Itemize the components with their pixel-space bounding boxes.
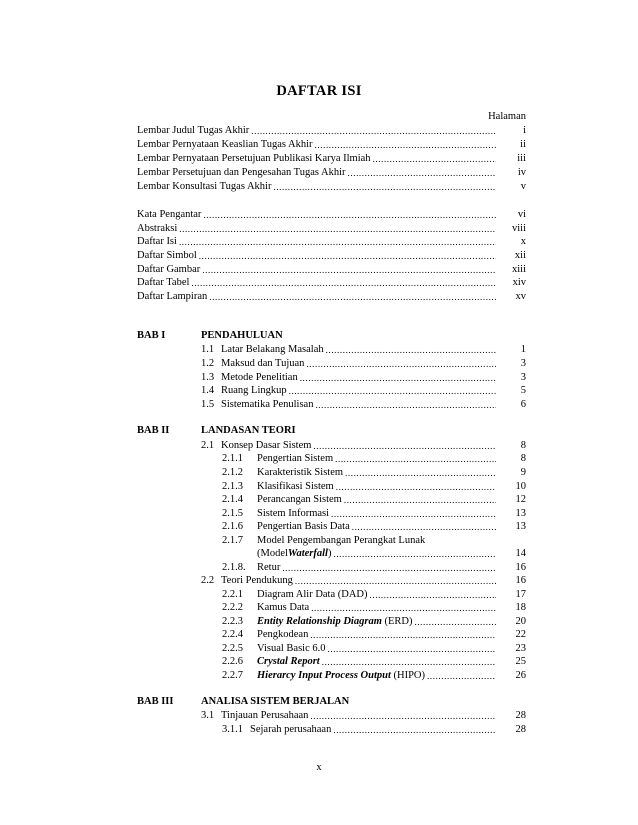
leader-dots bbox=[344, 494, 496, 506]
toc-entry[interactable]: Abstraksi ..... viii bbox=[137, 222, 526, 235]
toc-entry[interactable]: 2.1 Konsep Dasar Sistem ..... 8 bbox=[201, 439, 526, 452]
toc-entry[interactable]: 2.2.5 Visual Basic 6.0 ..... 23 bbox=[222, 642, 526, 655]
toc-entry[interactable]: 3.1 Tinjauan Perusahaan ..... 28 bbox=[201, 709, 526, 722]
toc-entry[interactable]: 2.1.2 Karakteristik Sistem ..... 9 bbox=[222, 466, 526, 479]
toc-entry[interactable]: Daftar Isi ..... x bbox=[137, 235, 526, 248]
leader-dots bbox=[300, 372, 496, 384]
leader-dots bbox=[322, 656, 496, 668]
toc-entry[interactable]: 2.1.5 Sistem Informasi ..... 13 bbox=[222, 507, 526, 520]
chapter-number: BAB I bbox=[137, 330, 166, 341]
toc-entry[interactable]: Lembar Persetujuan dan Pengesahan Tugas Akhir ..... iv bbox=[137, 166, 526, 179]
leader-dots bbox=[328, 643, 497, 655]
toc-entry[interactable]: 2.2 Teori Pendukung ..... 16 bbox=[201, 574, 526, 587]
leader-dots bbox=[336, 481, 496, 493]
leader-dots bbox=[331, 508, 496, 520]
leader-dots bbox=[333, 548, 496, 560]
leader-dots bbox=[373, 153, 496, 165]
toc-entry[interactable]: Kata Pengantar ..... vi bbox=[137, 208, 526, 221]
toc-entry[interactable]: 1.3 Metode Penelitian ..... 3 bbox=[201, 371, 526, 384]
leader-dots bbox=[370, 589, 496, 601]
toc-entry[interactable]: Lembar Pernyataan Persetujuan Publikasi Karya Ilmiah ..... iii bbox=[137, 152, 526, 165]
toc-entry[interactable]: Lembar Judul Tugas Akhir ..... i bbox=[137, 124, 526, 137]
leader-dots bbox=[199, 250, 496, 262]
toc-entry[interactable]: 1.2 Maksud dan Tujuan ..... 3 bbox=[201, 357, 526, 370]
leader-dots bbox=[310, 629, 496, 641]
toc-entry[interactable]: 1.4 Ruang Lingkup ..... 5 bbox=[201, 384, 526, 397]
toc-entry[interactable]: Lembar Pernyataan Keaslian Tugas Akhir ..... ii bbox=[137, 138, 526, 151]
toc-entry[interactable]: 2.2.2 Kamus Data ..... 18 bbox=[222, 601, 526, 614]
leader-dots bbox=[191, 277, 496, 289]
chapter-number: BAB III bbox=[137, 696, 174, 707]
leader-dots bbox=[333, 724, 496, 736]
toc-entry[interactable]: 1.1 Latar Belakang Masalah ..... 1 bbox=[201, 343, 526, 356]
toc-entry[interactable]: 2.2.6 Crystal Report ..... 25 bbox=[222, 655, 526, 668]
leader-dots bbox=[282, 562, 496, 574]
leader-dots bbox=[306, 358, 496, 370]
chapter-title: PENDAHULUAN bbox=[201, 330, 283, 341]
leader-dots bbox=[348, 167, 496, 179]
leader-dots bbox=[203, 209, 496, 221]
toc-entry[interactable]: 2.2.4 Pengkodean ..... 22 bbox=[222, 628, 526, 641]
toc-entry[interactable]: 2.1.8. Retur ..... 16 bbox=[222, 561, 526, 574]
leader-dots bbox=[251, 125, 496, 137]
toc-entry[interactable]: Daftar Simbol ..... xii bbox=[137, 249, 526, 262]
leader-dots bbox=[202, 264, 496, 276]
toc-entry[interactable]: 2.2.1 Diagram Alir Data (DAD) ..... 17 bbox=[222, 588, 526, 601]
toc-entry[interactable]: Daftar Gambar ..... xiii bbox=[137, 263, 526, 276]
toc-entry[interactable]: 2.2.7 Hierarcy Input Process Output (HIPO) ..... 26 bbox=[222, 669, 526, 682]
page-title: DAFTAR ISI bbox=[276, 83, 362, 99]
leader-dots bbox=[313, 440, 496, 452]
toc-entry[interactable]: 2.1.1 Pengertian Sistem ..... 8 bbox=[222, 452, 526, 465]
toc-entry-line1[interactable]: 2.1.7 Model Pengembangan Perangkat Lunak bbox=[222, 535, 426, 546]
toc-entry[interactable]: Lembar Konsultasi Tugas Akhir ..... v bbox=[137, 180, 526, 193]
leader-dots bbox=[311, 602, 496, 614]
chapter-title: ANALISA SISTEM BERJALAN bbox=[201, 696, 350, 707]
leader-dots bbox=[289, 385, 496, 397]
toc-entry[interactable]: 2.1.6 Pengertian Basis Data ..... 13 bbox=[222, 520, 526, 533]
leader-dots bbox=[352, 521, 496, 533]
toc-entry[interactable]: 2.1.4 Perancangan Sistem ..... 12 bbox=[222, 493, 526, 506]
leader-dots bbox=[335, 453, 496, 465]
leader-dots bbox=[179, 236, 496, 248]
leader-dots bbox=[310, 710, 496, 722]
toc-entry[interactable]: Daftar Tabel ..... xiv bbox=[137, 276, 526, 289]
leader-dots bbox=[345, 467, 496, 479]
halaman-label: Halaman bbox=[488, 111, 526, 122]
leader-dots bbox=[295, 575, 496, 587]
leader-dots bbox=[315, 399, 496, 411]
toc-entry[interactable]: 2.1.3 Klasifikasi Sistem ..... 10 bbox=[222, 480, 526, 493]
chapter-title: LANDASAN TEORI bbox=[201, 425, 296, 436]
leader-dots bbox=[326, 344, 496, 356]
toc-entry[interactable]: Daftar Lampiran ..... xv bbox=[137, 290, 526, 303]
toc-entry-line2[interactable]: (Model Waterfall ) ..... 14 bbox=[257, 547, 526, 560]
toc-entry[interactable]: 3.1.1 Sejarah perusahaan ..... 28 bbox=[222, 723, 526, 736]
page-number: x bbox=[316, 762, 322, 773]
leader-dots bbox=[427, 670, 496, 682]
toc-entry[interactable]: 2.2.3 Entity Relationship Diagram (ERD) ..... 20 bbox=[222, 615, 526, 628]
leader-dots bbox=[209, 291, 496, 303]
leader-dots bbox=[414, 616, 496, 628]
leader-dots bbox=[315, 139, 496, 151]
chapter-number: BAB II bbox=[137, 425, 170, 436]
toc-entry[interactable]: 1.5 Sistematika Penulisan ..... 6 bbox=[201, 398, 526, 411]
leader-dots bbox=[179, 223, 496, 235]
leader-dots bbox=[273, 181, 496, 193]
